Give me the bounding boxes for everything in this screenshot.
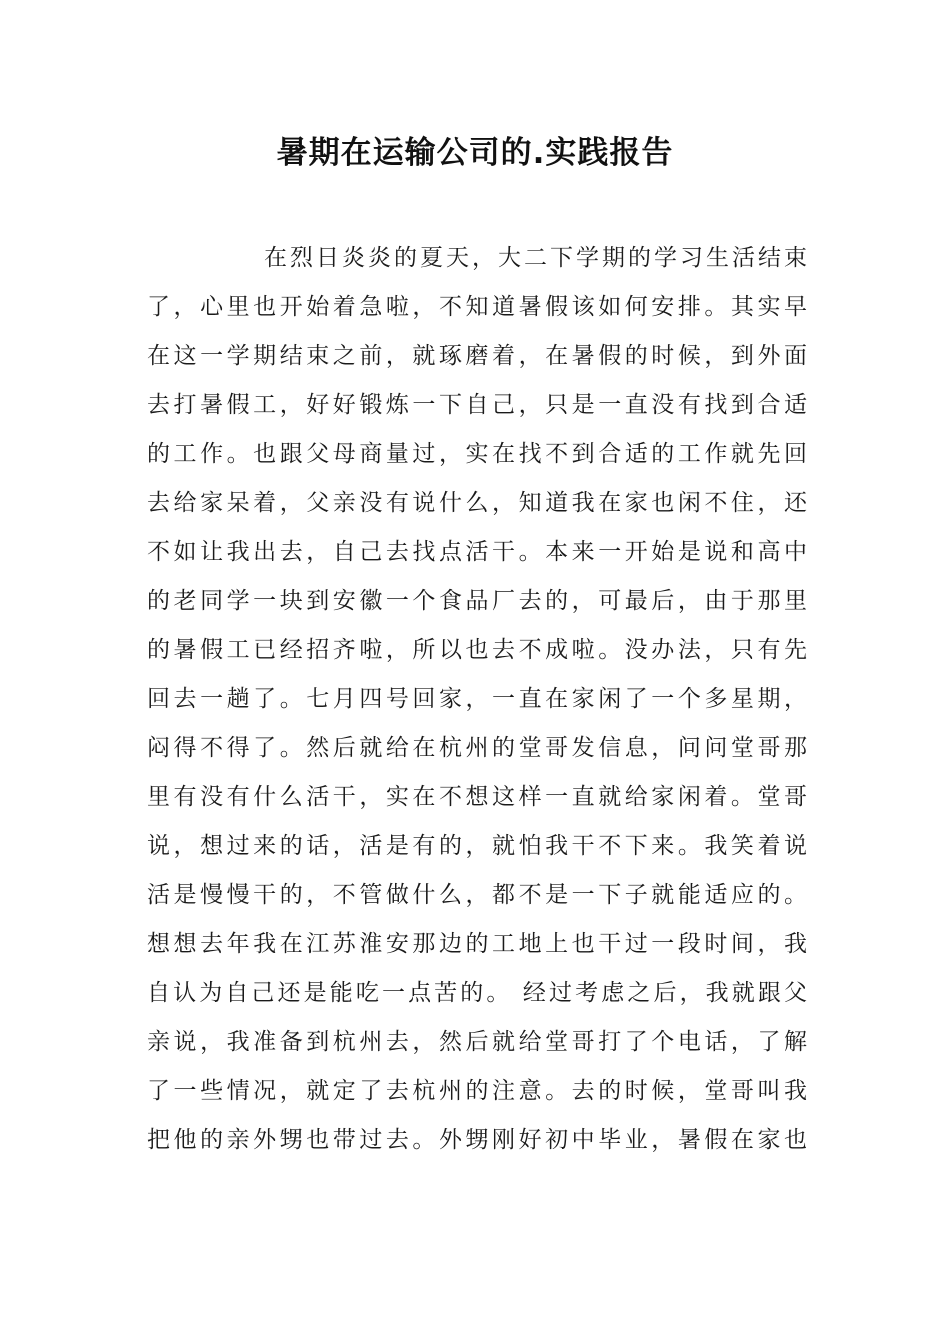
body-paragraph	[147, 234, 807, 1165]
paragraph-line: 去打暑假工，好好锻炼一下自己，只是一直没有找到合适	[147, 392, 807, 418]
paragraph-line: 的暑假工已经招齐啦，所以也去不成啦。没办法，只有先	[147, 637, 807, 663]
paragraph-line: 想想去年我在江苏淮安那边的工地上也干过一段时间，我	[147, 931, 807, 957]
paragraph-line: 里有没有什么活干，实在不想这样一直就给家闲着。堂哥	[147, 784, 807, 810]
paragraph-line: 在烈日炎炎的夏天，大二下学期的学习生活结束	[264, 245, 807, 271]
paragraph-line: 在这一学期结束之前，就琢磨着，在暑假的时候，到外面	[147, 343, 807, 369]
paragraph-line: 把他的亲外甥也带过去。外甥刚好初中毕业，暑假在家也	[147, 1127, 807, 1153]
paragraph-line: 的老同学一块到安徽一个食品厂去的，可最后，由于那里	[147, 588, 807, 614]
paragraph-line: 自认为自己还是能吃一点苦的。 经过考虑之后，我就跟父	[147, 980, 807, 1006]
paragraph-line: 回去一趟了。七月四号回家，一直在家闲了一个多星期，	[147, 686, 807, 712]
paragraph-line: 亲说，我准备到杭州去，然后就给堂哥打了个电话，了解	[147, 1029, 807, 1055]
document-title: 暑期在运输公司的.实践报告	[276, 135, 674, 171]
paragraph-line: 活是慢慢干的，不管做什么，都不是一下子就能适应的。	[147, 882, 807, 908]
paragraph-line: 不如让我出去，自己去找点活干。本来一开始是说和高中	[147, 539, 807, 565]
paragraph-line: 去给家呆着，父亲没有说什么，知道我在家也闲不住，还	[147, 490, 807, 516]
paragraph-line: 了，心里也开始着急啦，不知道暑假该如何安排。其实早	[147, 294, 807, 320]
paragraph-line: 说，想过来的话，活是有的，就怕我干不下来。我笑着说	[147, 833, 807, 859]
paragraph-line: 闷得不得了。然后就给在杭州的堂哥发信息，问问堂哥那	[147, 735, 807, 761]
paragraph-line: 的工作。也跟父母商量过，实在找不到合适的工作就先回	[147, 441, 807, 467]
paragraph-line: 了一些情况，就定了去杭州的注意。去的时候，堂哥叫我	[147, 1078, 807, 1104]
